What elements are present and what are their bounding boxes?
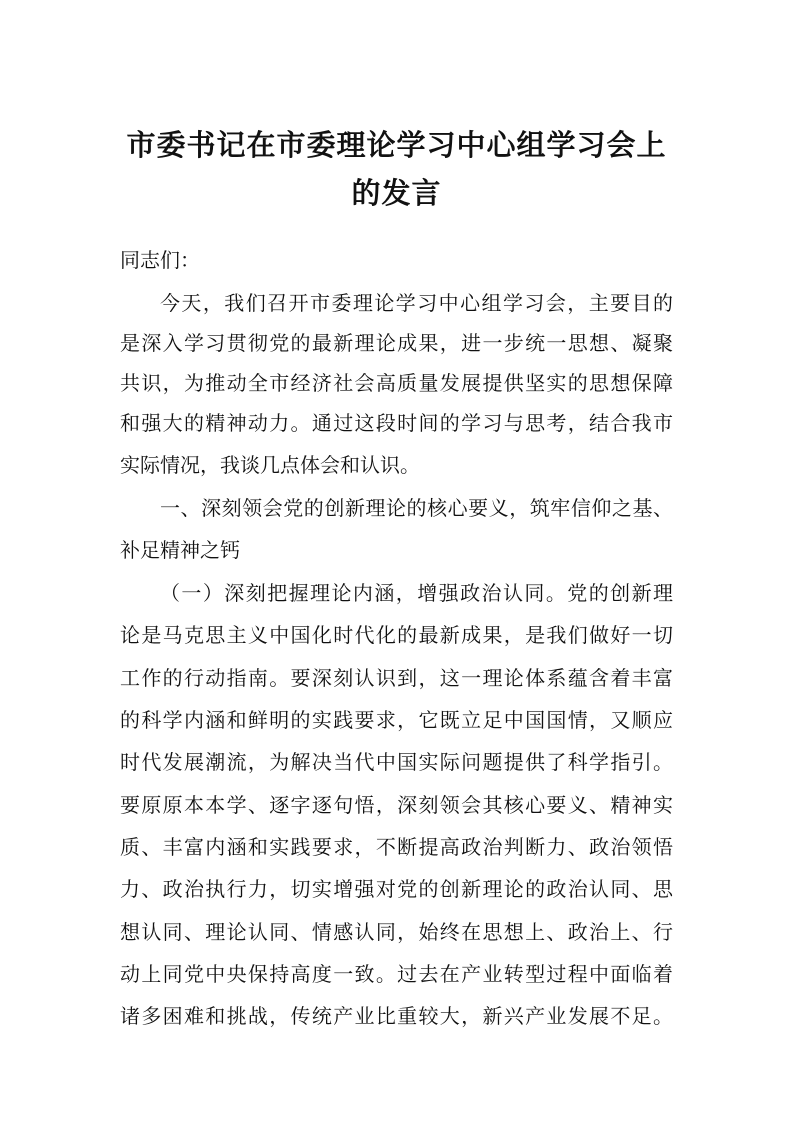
paragraph-line: 实际情况，我谈几点体会和认识。: [120, 453, 420, 477]
document-title-line-2: 的发言: [351, 176, 442, 210]
section-heading-line: 一、深刻领会党的创新理论的核心要义，筑牢信仰之基、: [160, 496, 673, 520]
paragraph-line: （一）深刻把握理论内涵，增强政治认同。党的创新理: [160, 581, 673, 605]
paragraph-line: 诸多困难和挑战，传统产业比重较大，新兴产业发展不足。: [120, 1004, 673, 1028]
paragraph-line: 动上同党中央保持高度一致。过去在产业转型过程中面临着: [120, 962, 673, 986]
salutation: 同志们：: [120, 248, 200, 272]
paragraph-line: 想认同、理论认同、情感认同，始终在思想上、政治上、行: [120, 920, 673, 944]
paragraph-line: 论是马克思主义中国化时代化的最新成果，是我们做好一切: [120, 623, 673, 647]
paragraph-line: 的科学内涵和鲜明的实践要求，它既立足中国国情，又顺应: [120, 708, 673, 732]
paragraph-line: 力、政治执行力，切实增强对党的创新理论的政治认同、思: [120, 877, 673, 901]
paragraph-line: 共识，为推动全市经济社会高质量发展提供坚实的思想保障: [120, 371, 673, 395]
paragraph-line: 是深入学习贯彻党的最新理论成果，进一步统一思想、凝聚: [120, 331, 673, 355]
paragraph-line: 和强大的精神动力。通过这段时间的学习与思考，结合我市: [120, 411, 673, 435]
paragraph-line: 今天，我们召开市委理论学习中心组学习会，主要目的: [160, 291, 673, 315]
document-title-line-1: 市委书记在市委理论学习中心组学习会上: [126, 128, 667, 162]
paragraph-line: 质、丰富内涵和实践要求，不断提高政治判断力、政治领悟: [120, 835, 673, 859]
paragraph-line: 要原原本本学、逐字逐句悟，深刻领会其核心要义、精神实: [120, 793, 673, 817]
paragraph-line: 时代发展潮流，为解决当代中国实际问题提供了科学指引。: [120, 750, 673, 774]
paragraph-line: 工作的行动指南。要深刻认识到，这一理论体系蕴含着丰富: [120, 666, 673, 690]
section-heading-line: 补足精神之钙: [120, 538, 240, 562]
